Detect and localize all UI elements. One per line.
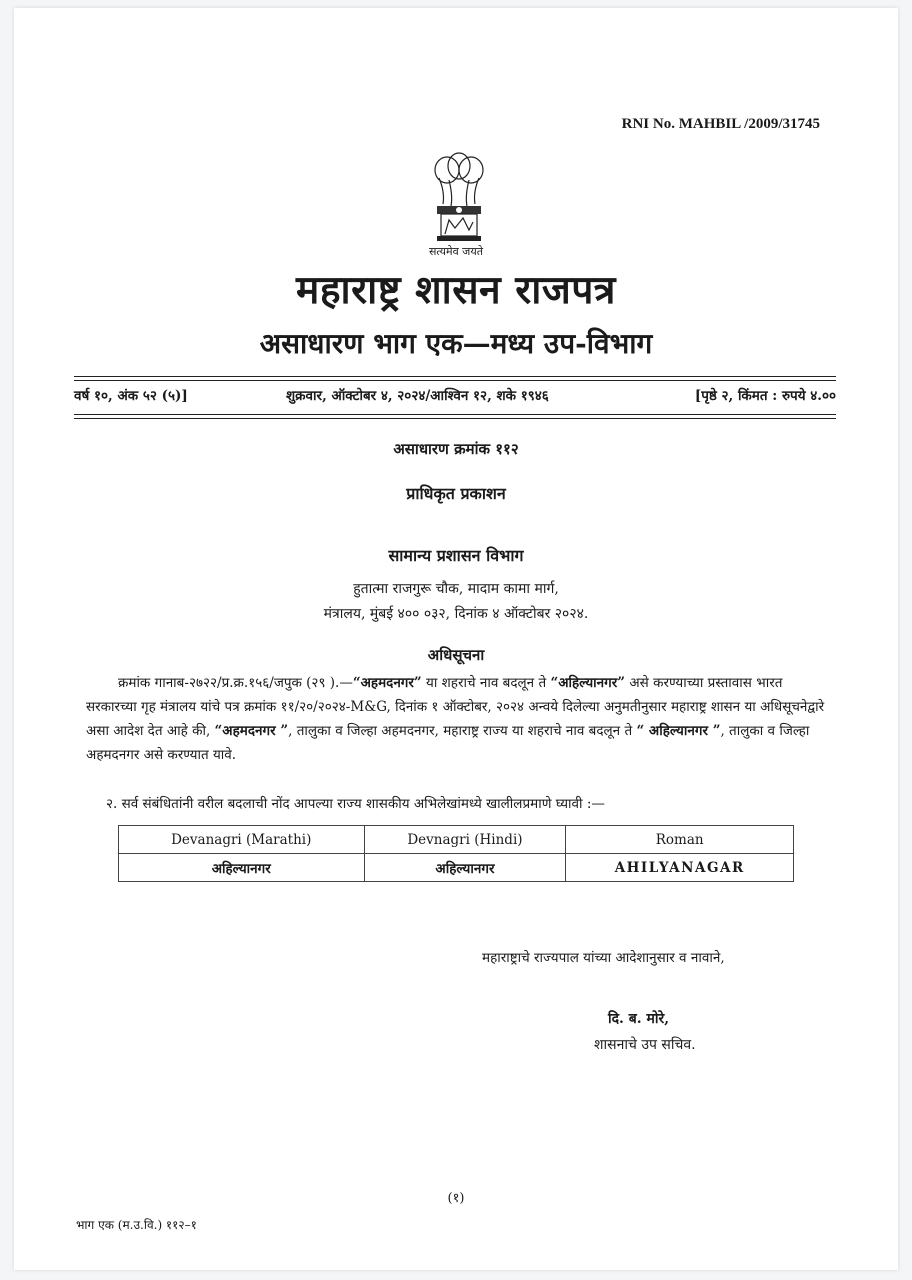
- gazette-page: [14, 8, 898, 1270]
- gazette-title: महाराष्ट्र शासन राजपत्र: [296, 267, 616, 313]
- para-text: , तालुका व जिल्हा अहमदनगर, महाराष्ट्र राज्य या शहराचे नाव बदलून ते: [288, 723, 637, 739]
- signatory-name: दि. ब. मोरे,: [608, 1011, 670, 1027]
- extraordinary-number: असाधारण क्रमांक ११२: [393, 440, 519, 458]
- volume-issue: वर्ष १०, अंक ५२ (५)]: [74, 388, 188, 404]
- divider: [74, 414, 836, 415]
- divider: [74, 380, 836, 381]
- divider: [74, 418, 836, 419]
- motto: सत्यमेव जयते: [428, 245, 483, 258]
- para-text: क्रमांक गानाब-२७२२/प्र.क्र.१५६/जपुक (२९ ).—: [118, 675, 353, 691]
- table-header: Roman: [566, 826, 794, 854]
- signatory-designation: शासनाचे उप सचिव.: [594, 1037, 696, 1053]
- table-cell: अहिल्यानगर: [364, 854, 566, 882]
- table-row: [119, 854, 794, 882]
- para-text: , तालुका व जिल्हा अहमदनगर असे करण्यात यावे.: [86, 723, 810, 763]
- address-line-1: हुतात्मा राजगुरू चौक, मादाम कामा मार्ग,: [353, 581, 559, 597]
- new-name: “ अहिल्यानगर ”: [636, 723, 721, 739]
- governor-order-line: महाराष्ट्राचे राज्यपाल यांच्या आदेशानुसार व नावाने,: [482, 950, 725, 966]
- table-cell: अहिल्यानगर: [119, 854, 365, 882]
- paragraph-2: २. सर्व संबंधितांनी वरील बदलाची नोंद आपल्या राज्य शासकीय अभिलेखांमध्ये खालीलप्रमाणे घ्यावी :—: [106, 796, 605, 812]
- footer-code: भाग एक (म.उ.वि.) ११२–१: [76, 1218, 197, 1232]
- department-name: सामान्य प्रशासन विभाग: [388, 546, 524, 565]
- divider: [74, 376, 836, 377]
- table-header: Devanagri (Marathi): [119, 826, 365, 854]
- authorized-publication: प्राधिकृत प्रकाशन: [406, 484, 506, 503]
- table-header: Devnagri (Hindi): [364, 826, 566, 854]
- page-price: [पृष्ठे २, किंमत : रुपये ४.००: [694, 388, 836, 404]
- table-cell: AHILYANAGAR: [566, 854, 794, 882]
- address-line-2: मंत्रालय, मुंबई ४०० ०३२, दिनांक ४ ऑक्टोबर २०२४.: [323, 606, 589, 622]
- old-name: “अहमदनगर ”: [214, 723, 289, 739]
- national-emblem-icon: [419, 148, 499, 253]
- gazette-subtitle: असाधारण भाग एक—मध्य उप-विभाग: [259, 327, 653, 360]
- table-header-row: [119, 826, 794, 854]
- para-text: असे करण्याच्या प्रस्तावास भारत सरकारच्या गृह मंत्रालय यांचे पत्र क्रमांक ११/२०/२०२४-M&G, दिनांक १ ऑक्टोबर, २०२४ अन्वये दिलेल्या अनुमतीनुसार महाराष्ट्र शासन या अधिसूचनेद्वारे असा आदेश देत आहे की,: [86, 675, 825, 739]
- page-number: (१): [447, 1191, 465, 1206]
- old-name: “अहमदनगर”: [352, 675, 422, 691]
- notification-heading: अधिसूचना: [427, 646, 485, 664]
- rni-number: RNI No. MAHBIL /2009/31745: [621, 116, 820, 132]
- name-table: [118, 825, 794, 882]
- para-text: या शहराचे नाव बदलून ते: [421, 675, 551, 691]
- new-name: “अहिल्यानगर”: [550, 675, 626, 691]
- issue-date: शुक्रवार, ऑक्टोबर ४, २०२४/आश्विन १२, शके १९४६: [286, 388, 549, 404]
- notification-paragraph: [86, 671, 836, 767]
